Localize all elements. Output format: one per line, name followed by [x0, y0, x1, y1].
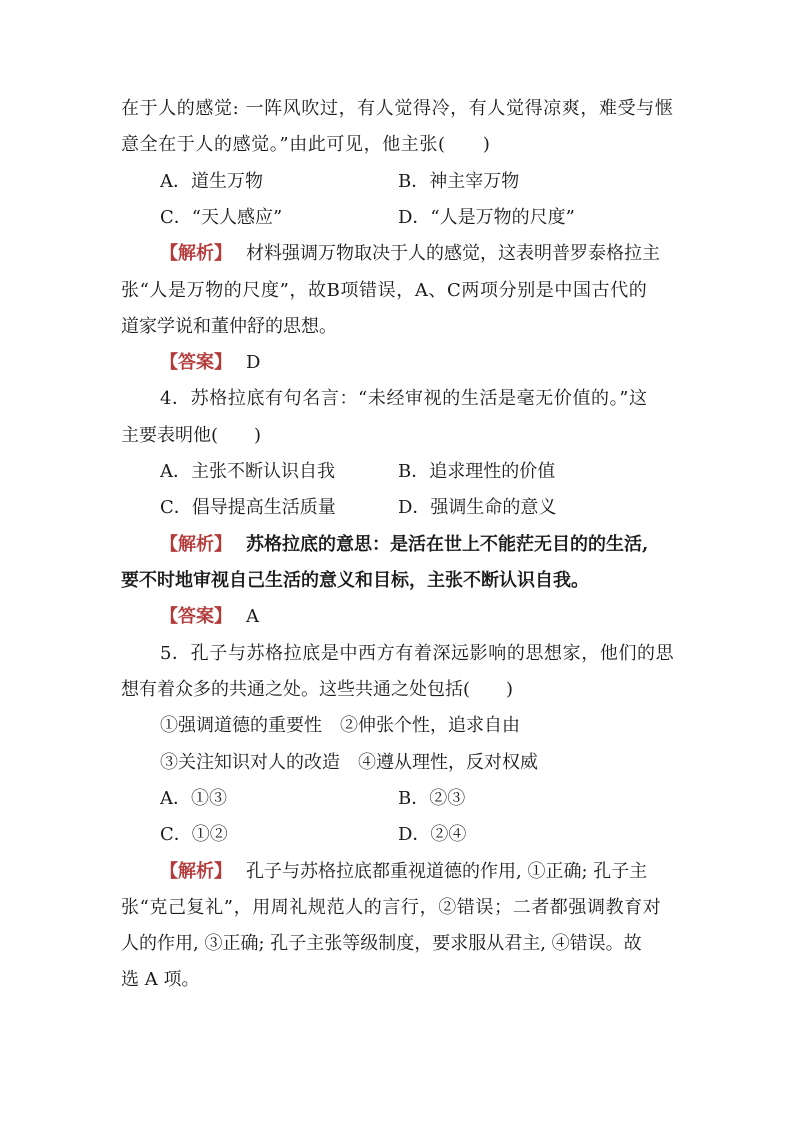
q5-stem-line-1: 5．孔子与苏格拉底是中西方有着深远影响的思想家，他们的思 — [160, 643, 675, 664]
q3-option-d: D．“人是万物的尺度” — [398, 207, 575, 228]
q3-analysis-tag: 【解析】 — [160, 243, 232, 264]
q4-option-d: D．强调生命的意义 — [398, 497, 557, 518]
q5-analysis-line-4: 选 A 项。 — [121, 969, 200, 990]
q4-stem-line-1: 4．苏格拉底有句名言：“未经审视的生活是毫无价值的。”这 — [160, 388, 648, 409]
q5-analysis-line-2: 张“克己复礼”，用周礼规范人的言行，②错误；二者都强调教育对 — [121, 897, 662, 918]
q3-option-a: A．道生万物 — [160, 171, 263, 192]
q4-option-b: B．追求理性的价值 — [398, 461, 556, 482]
q4-stem-line-2: 主要表明他( ) — [121, 425, 262, 446]
q5-analysis-line-1 — [160, 860, 681, 884]
q3-stem-line-2: 意全在于人的感觉。”由此可见，他主张( ) — [121, 134, 491, 155]
q5-items-line-1: ①强调道德的重要性 ②伸张个性，追求自由 — [160, 715, 520, 736]
q3-stem-line-1: 在于人的感觉: 一阵风吹过，有人觉得冷，有人觉得凉爽，难受与惬 — [121, 98, 674, 119]
q4-option-c: C．倡导提高生活质量 — [160, 497, 336, 518]
q4-analysis-tag: 【解析】 — [160, 534, 232, 555]
q4-analysis-text-1: 苏格拉底的意思：是活在世上不能茫无目的的生活, — [246, 534, 649, 555]
q3-answer-tag: 【答案】 — [160, 352, 232, 373]
q5-items-line-2: ③关注知识对人的改造 ④遵从理性，反对权威 — [160, 752, 538, 773]
q4-analysis-line-2: 要不时地审视自己生活的意义和目标，主张不断认识自我。 — [121, 570, 589, 591]
q5-stem-line-2: 想有着众多的共通之处。这些共通之处包括( ) — [121, 679, 514, 700]
q5-option-b: B．②③ — [398, 788, 466, 809]
q3-option-b: B．神主宰万物 — [398, 171, 520, 192]
q3-analysis-line-2: 张“人是万物的尺度”，故B项错误，A、C两项分别是中国古代的 — [121, 280, 648, 301]
q4-answer-tag: 【答案】 — [160, 606, 232, 627]
q3-answer-line — [160, 351, 681, 375]
q5-option-a: A．①③ — [160, 788, 227, 809]
q4-answer-value: A — [246, 606, 259, 627]
q4-analysis-line-1 — [160, 533, 681, 557]
q3-option-c: C．“天人感应” — [160, 207, 283, 228]
q5-option-c: C．①② — [160, 824, 228, 845]
q3-analysis-line-1 — [160, 242, 681, 266]
q4-option-a: A．主张不断认识自我 — [160, 461, 335, 482]
q3-analysis-line-3: 道家学说和董仲舒的思想。 — [121, 316, 337, 337]
q4-answer-line — [160, 605, 681, 629]
q5-option-d: D．②④ — [398, 824, 467, 845]
q5-analysis-line-3: 人的作用, ③正确; 孔子主张等级制度，要求服从君主, ④错误。故 — [121, 933, 642, 954]
q5-analysis-tag: 【解析】 — [160, 861, 232, 882]
q3-analysis-text-1: 材料强调万物取决于人的感觉，这表明普罗泰格拉主 — [246, 243, 660, 264]
q5-analysis-text-1: 孔子与苏格拉底都重视道德的作用, ①正确; 孔子主 — [246, 861, 648, 882]
q3-answer-value: D — [246, 352, 261, 373]
